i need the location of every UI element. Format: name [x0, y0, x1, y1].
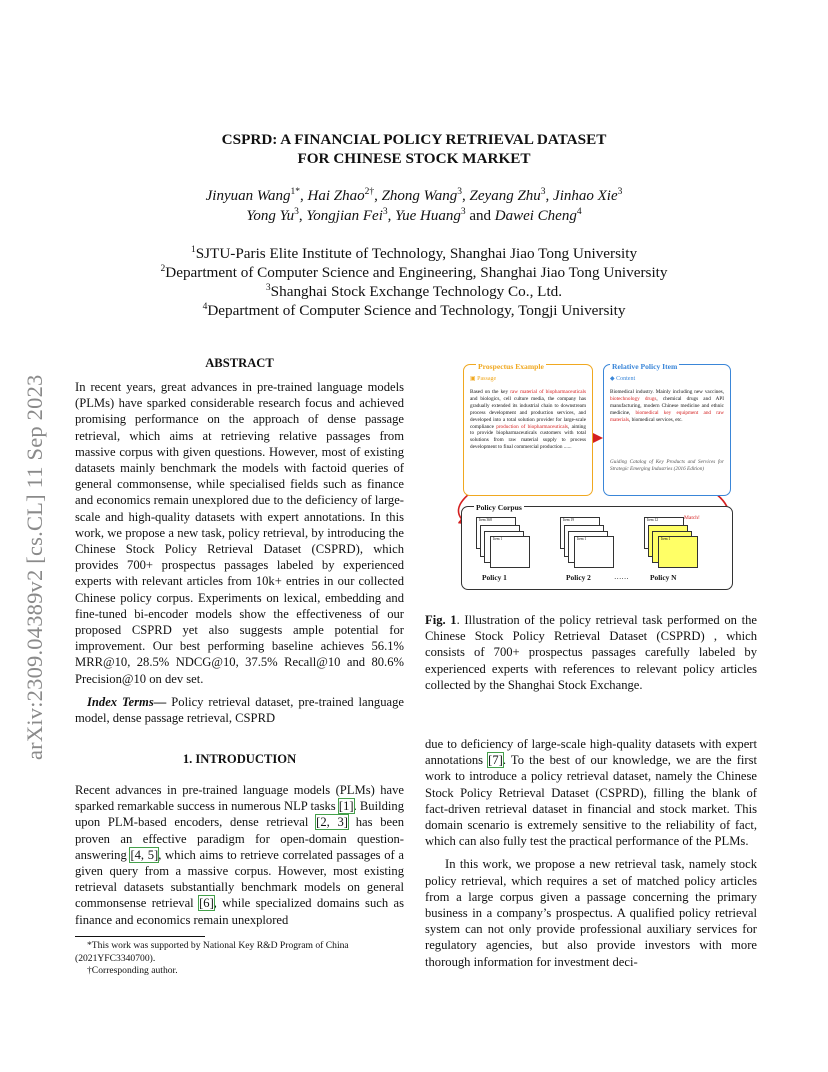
- policy-corpus-title: Policy Corpus: [476, 503, 522, 512]
- footnote: †Corresponding author.: [87, 965, 178, 976]
- author-name: Hai Zhao: [307, 188, 365, 204]
- footnotes: [75, 940, 404, 978]
- author-name: Yue Huang: [395, 208, 461, 224]
- author-sup: 3: [460, 207, 466, 217]
- citation-link[interactable]: [6]: [199, 896, 214, 911]
- content-text: Biomedical industry. Mainly including new vaccines, biotechnology drugs, chemical drugs and API manufacturing, modern Chinese medicine and ethnic medicine, biomedical key equipment and raw materials, biomedical services, etc.: [610, 389, 725, 423]
- citation-link[interactable]: [7]: [488, 753, 503, 768]
- author-sup: 2†: [364, 187, 375, 197]
- caption-label: Fig. 1: [425, 613, 457, 627]
- passage-icon: ▣: [470, 376, 476, 382]
- title-line-2: FOR CHINESE STOCK MARKET: [297, 150, 531, 167]
- passage-text: Based on the key raw material of biopharmaceuticals and biologics, cell culture media, the company has gradually extended its industrial chain to downstream process development and production services, and developed into a total solution provider for large-scale compliance production of biopharmaceuticals, aiming to provide biopharmaceuticals customers with total solutions from raw material supply to process development to final commercial production ......: [470, 389, 586, 451]
- author-name: Jinhao Xie: [553, 188, 618, 204]
- author-name: Zhong Wang: [381, 188, 458, 204]
- policy-item-doc: Item 1: [574, 536, 614, 568]
- body-paragraph: due to deficiency of large-scale high-quality datasets with expert annotations [7]. To the best of our knowledge, we are the first work to introduce a policy retrieval dataset, namely the Chinese Stock Policy Retrieval Dataset (CSPRD), filling the blank of fact-driven retrieval dataset in financial and stock market. This domain scenario is extremely sensitive to the reliability of fact, which can also fully test the practical performance of the PLMs.: [425, 737, 757, 849]
- body-paragraph: In this work, we propose a new retrieval task, namely stock policy retrieval, which requires a set of matched policy articles from a large corpus given a passage concerning the primary business in a company’s prospectus. A qualified policy retrieval system can not only provide professional auxiliary services for regulatory agencies, but also provide investors with more thorough information for investment deci-: [425, 857, 757, 969]
- author-sup: 3: [617, 187, 623, 197]
- affiliation-list: [0, 244, 828, 320]
- author-name: Zeyang Zhu: [469, 188, 541, 204]
- author-list: Jinyuan Wang$^{1*}$, Hai Zhao$^{2\dagger}$, Zhong Wang$^3$, Zeyang Zhu$^3$, Jinhao Xie$^3$ Yong Yu$^3$, Yongjian Fei$^3$, Yue Huang$^3$ and Dawei Cheng$^4$: [205, 187, 623, 224]
- intro-body: [75, 782, 404, 928]
- paper-title: [0, 130, 828, 168]
- abstract-heading: ABSTRACT: [205, 356, 274, 370]
- author-and: and: [469, 208, 492, 224]
- citation-link[interactable]: [1]: [338, 799, 354, 814]
- policy-item-title: Relative Policy Item: [612, 362, 678, 371]
- author-sup: 3: [540, 187, 546, 197]
- prospectus-title: Prospectus Example: [478, 362, 544, 371]
- right-column-body: [425, 736, 757, 970]
- author-name: Yong Yu: [246, 208, 295, 224]
- passage-label: ▣ Passage: [470, 376, 497, 382]
- figure-1: [455, 356, 741, 596]
- matched-item-doc: Item 1: [658, 536, 698, 568]
- author-sup: 3: [457, 187, 463, 197]
- policy-2-label: Policy 2: [566, 573, 591, 582]
- intro-paragraph: Recent advances in pre-trained language models (PLMs) have sparked remarkable success in numerous NLP tasks [1]. Building upon PLM-based encoders, dense retrieval [2, 3] has been proven an effective paradigm for open-domain question-answering [4, 5], which aims to retrieve correlated passages of a given query from a massive corpus. However, most existing retrieval datasets substantially benchmark models on general commonsense retrieval [6], while specialized domains such as finance and economics remain unexplored: [75, 783, 404, 927]
- abstract-text: In recent years, great advances in pre-trained language models (PLMs) have sparked considerable research focus and achieved promising performance on the approach of dense passage retrieval, which aims at retrieving relative passages from massive corpus with given questions. However, most of existing datasets mainly benchmark the models with factoid queries of general commonsense, while specialised fields such as finance and economics remain unexplored due to the deficiency of large-scale and high-quality datasets with expert annotations. In this work, we propose a new task, policy retrieval, by introducing the Chinese Stock Policy Retrieval Dataset (CSPRD), which provides 700+ prospectus passages labeled by experienced experts with relevant articles from 10k+ entries in our collected Chinese policy corpus. Experiments on lexical, embedding and fine-tuned bi-encoder models show the effectiveness of our proposed CSPRD yet also suggests ample potential for improvement. Our best performing baseline achieves 56.1% MRR@10, 28.5% NDCG@10, 37.5% Recall@10 and 80.6% Precision@10 on dev set.: [75, 380, 404, 686]
- policy-n-label: Policy N: [650, 573, 677, 582]
- footnote-rule: [75, 936, 205, 937]
- tag-icon: ◆: [610, 376, 615, 382]
- citation-link[interactable]: [4, 5]: [130, 847, 159, 862]
- affiliation: $^3$Shanghai Stock Exchange Technology Co., Ltd.: [265, 283, 563, 300]
- ellipsis: ……: [614, 572, 629, 581]
- index-terms-label: Index Terms—: [87, 694, 167, 709]
- arxiv-stamp: [22, 290, 62, 760]
- policy-item-box: [603, 364, 731, 496]
- index-terms: [75, 694, 404, 726]
- index-terms-text: Policy retrieval dataset, pre-trained language model, dense passage retrieval, CSPRD: [75, 694, 404, 726]
- content-label: ◆ Content: [610, 376, 636, 382]
- policy-corpus-box: [461, 503, 733, 590]
- policy-item-doc: Item 12: [644, 517, 684, 549]
- author-name: Jinyuan Wang: [205, 188, 291, 204]
- author-sup: 4: [576, 207, 582, 217]
- policy-1-label: Policy 1: [482, 573, 507, 582]
- abstract-body: [75, 379, 404, 726]
- author-name: Yongjian Fei: [306, 208, 383, 224]
- title-line-1: CSPRD: A FINANCIAL POLICY RETRIEVAL DATASET: [221, 131, 607, 148]
- author-sup: 3: [382, 207, 388, 217]
- affiliation: $^1$SJTU-Paris Elite Institute of Technology, Shanghai Jiao Tong University: [190, 245, 638, 262]
- affiliation: $^4$Department of Computer Science and Technology, Tongji University: [202, 302, 626, 319]
- policy-item-doc: Item 1: [490, 536, 530, 568]
- author-name: Dawei Cheng: [494, 208, 577, 224]
- policy-item-doc: Item 368: [476, 517, 516, 549]
- figure-caption: [425, 612, 757, 693]
- policy-source: Guiding Catalog of Key Products and Services for Strategic Emerging Industries (2016 Edition): [610, 459, 724, 472]
- citation-link[interactable]: [2, 3]: [316, 815, 348, 830]
- author-sup: 1*: [290, 187, 300, 197]
- author-sup: 3: [294, 207, 299, 217]
- arxiv-stamp-text: arXiv:2309.04389v2 [cs.CL] 11 Sep 2023: [22, 374, 47, 760]
- caption-text: . Illustration of the policy retrieval task performed on the Chinese Stock Policy Retrieval Dataset (CSPRD) , which consists of 700+ prospectus passages carefully labeled by experienced experts with references to relevant policy articles collected by the Shanghai Stock Exchange.: [425, 613, 757, 692]
- prospectus-box: [463, 364, 593, 496]
- footnote: *This work was supported by National Key R&D Program of China (2021YFC3340700).: [75, 940, 349, 964]
- policy-item-doc: Item 19: [560, 517, 600, 549]
- intro-heading: 1. INTRODUCTION: [182, 752, 297, 766]
- match-label: Match!: [684, 515, 700, 521]
- affiliation: $^2$Department of Computer Science and Engineering, Shanghai Jiao Tong University: [160, 264, 668, 281]
